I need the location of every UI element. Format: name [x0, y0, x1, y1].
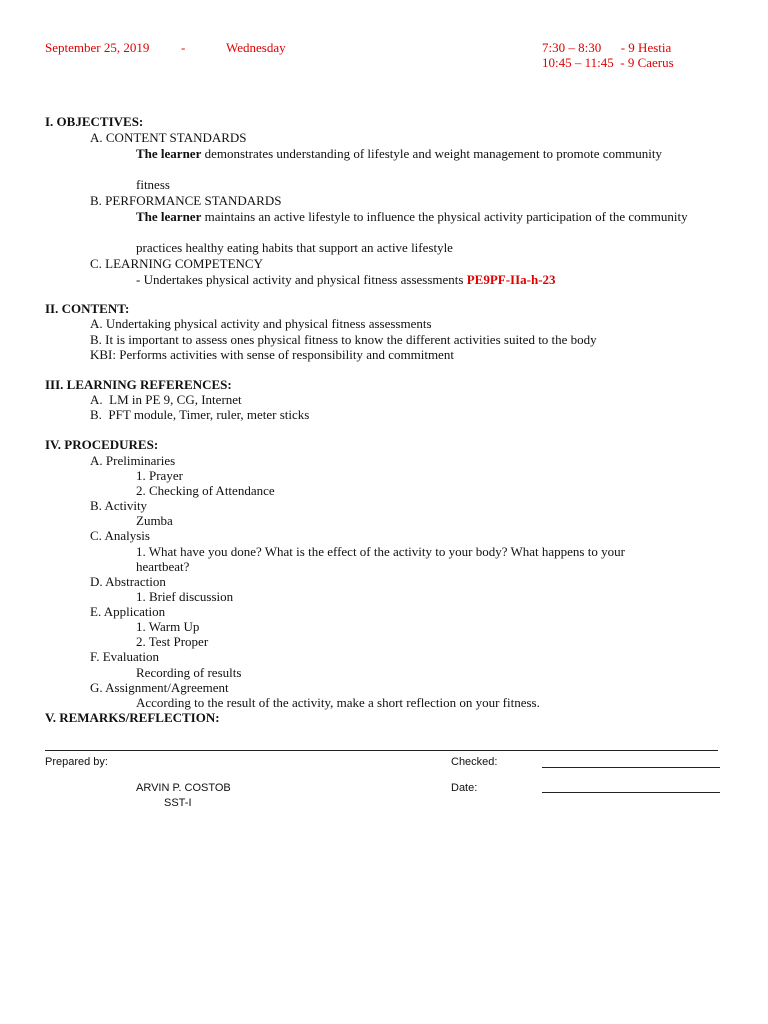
procedures-heading: IV. PROCEDURES:	[45, 437, 159, 452]
schedule-line-2: 10:45 – 11:45 - 9 Caerus	[542, 55, 674, 70]
performance-standards-title: B. PERFORMANCE STANDARDS	[90, 193, 282, 208]
content-standards-bold: The learner	[136, 146, 202, 161]
procedure-reflection: According to the result of the activity, make a short reflection on your fitness.	[136, 695, 540, 710]
learning-competency-text	[136, 272, 556, 287]
checked-label: Checked:	[451, 756, 498, 768]
lesson-date: September 25, 2019	[45, 40, 150, 55]
performance-standards-body: maintains an active lifestyle to influence the physical activity participation of the community	[201, 209, 688, 224]
procedure-analysis: C. Analysis	[90, 528, 150, 543]
content-standards-body: demonstrates understanding of lifestyle and weight management to promote community	[201, 146, 663, 161]
performance-standards-bold: The learner	[136, 209, 202, 224]
procedure-preliminaries: A. Preliminaries	[90, 453, 176, 468]
performance-standards-cont: practices healthy eating habits that support an active lifestyle	[136, 240, 453, 255]
remarks-line	[45, 750, 718, 751]
preparer-name: ARVIN P. COSTOB	[136, 782, 231, 794]
competency-code: PE9PF-IIa-h-23	[466, 272, 556, 287]
remarks-heading: V. REMARKS/REFLECTION:	[45, 710, 220, 725]
procedure-analysis-question: 1. What have you done? What is the effect of the activity to your body? What happens to your	[136, 544, 625, 559]
learning-competency-title: C. LEARNING COMPETENCY	[90, 256, 263, 271]
content-standards-cont: fitness	[136, 177, 170, 192]
procedure-analysis-question-cont: heartbeat?	[136, 559, 190, 574]
content-heading: II. CONTENT:	[45, 301, 130, 316]
references-heading: III. LEARNING REFERENCES:	[45, 377, 232, 392]
checked-signature-line	[542, 767, 720, 768]
procedure-abstraction: D. Abstraction	[90, 574, 166, 589]
lesson-day: Wednesday	[226, 40, 286, 55]
procedure-warm-up: 1. Warm Up	[136, 619, 200, 634]
procedure-prayer: 1. Prayer	[136, 468, 183, 483]
procedure-zumba: Zumba	[136, 513, 173, 528]
procedure-evaluation: F. Evaluation	[90, 649, 160, 664]
preparer-position: SST-I	[164, 797, 192, 809]
procedure-activity: B. Activity	[90, 498, 148, 513]
objectives-heading: I. OBJECTIVES:	[45, 114, 144, 129]
prepared-by-label: Prepared by:	[45, 756, 108, 768]
procedure-recording: Recording of results	[136, 665, 242, 680]
content-item-a: A. Undertaking physical activity and physical fitness assessments	[90, 316, 432, 331]
date-dash: -	[181, 40, 186, 55]
date-label: Date:	[451, 782, 478, 794]
content-standards-text	[136, 146, 722, 161]
reference-item-a: A. LM in PE 9, CG, Internet	[90, 392, 242, 407]
content-kbi: KBI: Performs activities with sense of responsibility and commitment	[90, 347, 454, 362]
performance-standards-text	[136, 209, 722, 224]
procedure-attendance: 2. Checking of Attendance	[136, 483, 275, 498]
learning-competency-body: - Undertakes physical activity and physical fitness assessments	[136, 272, 467, 287]
procedure-discussion: 1. Brief discussion	[136, 589, 234, 604]
schedule-line-1: 7:30 – 8:30 - 9 Hestia	[542, 40, 672, 55]
content-standards-title: A. CONTENT STANDARDS	[90, 130, 247, 145]
procedure-application: E. Application	[90, 604, 166, 619]
date-line	[542, 792, 720, 793]
content-item-b: B. It is important to assess ones physical fitness to know the different activities suited to the body	[90, 332, 597, 347]
procedure-test-proper: 2. Test Proper	[136, 634, 209, 649]
procedure-assignment: G. Assignment/Agreement	[90, 680, 229, 695]
reference-item-b: B. PFT module, Timer, ruler, meter sticks	[90, 407, 310, 422]
